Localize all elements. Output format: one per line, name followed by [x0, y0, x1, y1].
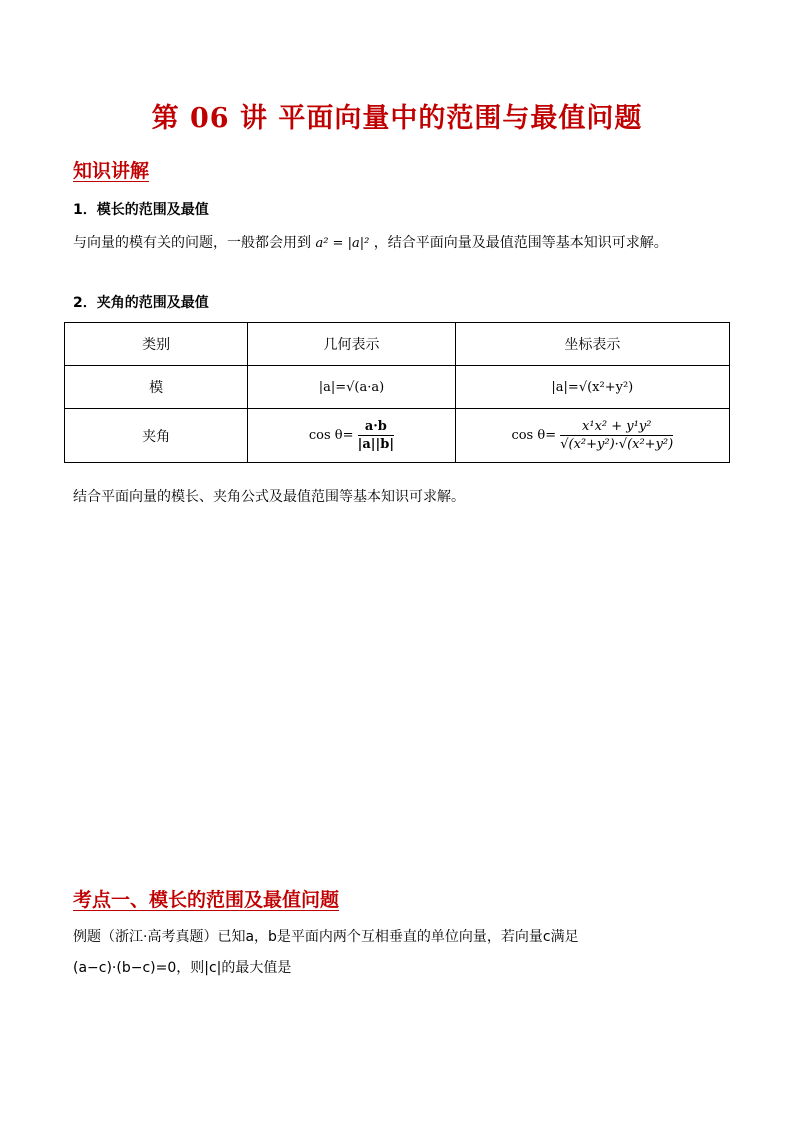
section-heading-knowledge: 知识讲解 — [73, 160, 150, 182]
table-row — [65, 366, 730, 409]
table-header-row — [65, 323, 730, 366]
paragraph-modulus-formula: a² = |a|² — [315, 236, 370, 251]
row-angle-geometric — [248, 409, 455, 463]
angle-coord-prefix: cos θ= — [511, 428, 557, 443]
header-geometric: 几何表示 — [248, 323, 455, 366]
row-modulus-coordinate: |a|=√(x²+y²) — [455, 366, 729, 409]
paragraph-modulus-post: ，结合平面向量及最值范围等基本知识可求解。 — [373, 235, 668, 251]
formula-table — [64, 322, 730, 463]
angle-geo-denominator: |a||b| — [357, 437, 395, 452]
angle-coord-fraction — [560, 419, 673, 452]
angle-coord-numerator: x¹x² + y¹y² — [560, 419, 673, 436]
example-line-2: (a−c)·(b−c)=0，则|c|的最大值是 — [73, 960, 292, 976]
header-coordinate: 坐标表示 — [455, 323, 729, 366]
row-angle-coordinate — [455, 409, 729, 463]
angle-coord-denominator: √(x²+y²)·√(x²+y²) — [560, 437, 674, 452]
angle-geo-fraction — [358, 419, 394, 452]
subheading-angle: 2．夹角的范围及最值 — [73, 295, 209, 311]
paragraph-modulus — [73, 232, 668, 255]
row-angle-label: 夹角 — [65, 409, 248, 463]
header-category: 类别 — [65, 323, 248, 366]
example-line-1: 例题（浙江·高考真题）已知a，b是平面内两个互相垂直的单位向量，若向量c满足 — [73, 929, 579, 945]
angle-geo-numerator: a·b — [358, 419, 394, 436]
subheading-modulus: 1．模长的范围及最值 — [73, 202, 209, 218]
row-modulus-label: 模 — [65, 366, 248, 409]
section-heading-topic-one: 考点一、模长的范围及最值问题 — [73, 889, 340, 911]
page-title: 第 06 讲 平面向量中的范围与最值问题 — [151, 103, 643, 134]
table-row — [65, 409, 730, 463]
paragraph-summary: 结合平面向量的模长、夹角公式及最值范围等基本知识可求解。 — [73, 489, 465, 505]
angle-geo-prefix: cos θ= — [308, 428, 354, 443]
row-modulus-geometric: |a|=√(a·a) — [248, 366, 455, 409]
paragraph-modulus-pre: 与向量的模有关的问题，一般都会用到 — [73, 235, 311, 251]
